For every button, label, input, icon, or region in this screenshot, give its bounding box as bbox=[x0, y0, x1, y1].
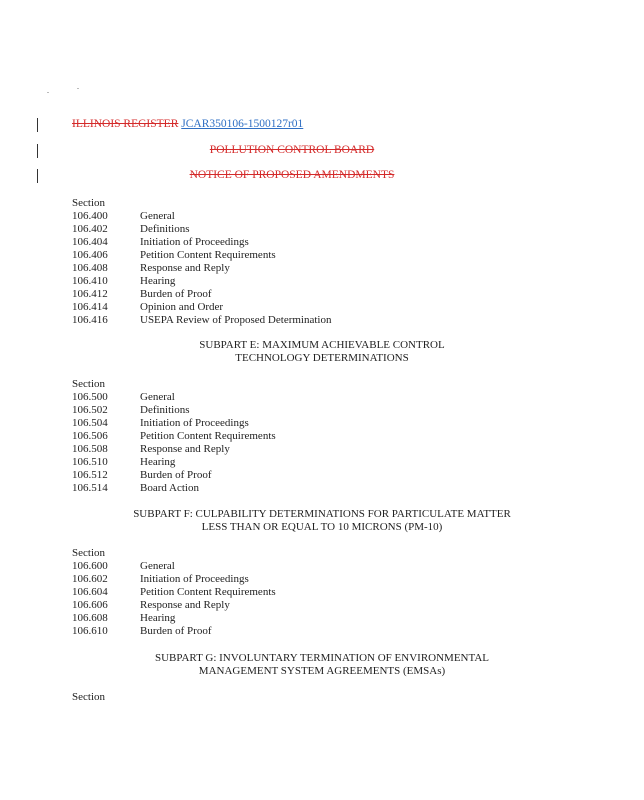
section-row bbox=[72, 236, 249, 249]
section-row bbox=[72, 249, 276, 262]
section-number: 106.506 bbox=[72, 430, 108, 442]
section-row bbox=[72, 599, 230, 612]
section-label: Section bbox=[72, 691, 105, 703]
register-header bbox=[72, 118, 303, 130]
section-number: 106.414 bbox=[72, 301, 108, 313]
section-title: Response and Reply bbox=[140, 599, 230, 611]
section-number: 106.406 bbox=[72, 249, 108, 261]
section-label: Section bbox=[72, 547, 105, 559]
board-header bbox=[0, 144, 584, 156]
section-row bbox=[72, 288, 212, 301]
section-row bbox=[72, 314, 331, 327]
section-row bbox=[72, 625, 212, 638]
subpart-heading: SUBPART E: MAXIMUM ACHIEVABLE CONTROL bbox=[199, 339, 445, 351]
section-title: Definitions bbox=[140, 404, 190, 416]
section-number: 106.404 bbox=[72, 236, 108, 248]
section-number: 106.400 bbox=[72, 210, 108, 222]
section-number: 106.604 bbox=[72, 586, 108, 598]
change-bar bbox=[37, 118, 38, 132]
section-number: 106.412 bbox=[72, 288, 108, 300]
section-title: Opinion and Order bbox=[140, 301, 224, 313]
section-number: 106.408 bbox=[72, 262, 108, 274]
section-row bbox=[72, 443, 230, 456]
section-row bbox=[72, 482, 199, 495]
section-number: 106.610 bbox=[72, 625, 108, 637]
section-number: 106.514 bbox=[72, 482, 108, 494]
section-row bbox=[72, 391, 175, 404]
section-label: Section bbox=[72, 378, 105, 390]
jcar-code: JCAR350106-1500127r01 bbox=[181, 118, 304, 130]
subpart-heading: SUBPART F: CULPABILITY DETERMINATIONS FOR PARTICULATE MATTER bbox=[133, 508, 511, 520]
section-number: 106.512 bbox=[72, 469, 108, 481]
section-title: Board Action bbox=[140, 482, 199, 494]
section-title: Burden of Proof bbox=[140, 469, 212, 481]
section-title: Initiation of Proceedings bbox=[140, 236, 249, 248]
section-title: Petition Content Requirements bbox=[140, 586, 276, 598]
section-number: 106.502 bbox=[72, 404, 108, 416]
section-title: Petition Content Requirements bbox=[140, 249, 276, 261]
section-title: Definitions bbox=[140, 223, 190, 235]
notice-header bbox=[0, 169, 584, 181]
section-number: 106.606 bbox=[72, 599, 108, 611]
section-row bbox=[72, 586, 276, 599]
section-number: 106.600 bbox=[72, 560, 108, 572]
section-number: 106.410 bbox=[72, 275, 108, 287]
section-title: Petition Content Requirements bbox=[140, 430, 276, 442]
section-title: Hearing bbox=[140, 456, 176, 468]
section-title: Burden of Proof bbox=[140, 625, 212, 637]
notice-title: NOTICE OF PROPOSED AMENDMENTS bbox=[189, 169, 395, 181]
section-row bbox=[72, 275, 175, 288]
section-row bbox=[72, 560, 175, 573]
board-title: POLLUTION CONTROL BOARD bbox=[209, 144, 375, 156]
section-number: 106.402 bbox=[72, 223, 108, 235]
section-row bbox=[72, 573, 249, 586]
section-title: USEPA Review of Proposed Determination bbox=[140, 314, 332, 326]
section-row bbox=[72, 210, 175, 223]
section-row bbox=[72, 612, 175, 625]
subpart-heading-continued: LESS THAN OR EQUAL TO 10 MICRONS (PM-10) bbox=[201, 521, 443, 533]
section-title: Response and Reply bbox=[140, 443, 230, 455]
section-number: 106.416 bbox=[72, 314, 108, 326]
section-row bbox=[72, 469, 212, 482]
subpart-heading-continued: MANAGEMENT SYSTEM AGREEMENTS (EMSAs) bbox=[198, 665, 446, 677]
section-title: Initiation of Proceedings bbox=[140, 417, 249, 429]
scan-speck bbox=[77, 88, 79, 89]
subpart-heading-continued: TECHNOLOGY DETERMINATIONS bbox=[235, 352, 409, 364]
section-number: 106.504 bbox=[72, 417, 108, 429]
section-title: General bbox=[140, 210, 175, 222]
section-number: 106.510 bbox=[72, 456, 108, 468]
section-row bbox=[72, 262, 230, 275]
section-title: Initiation of Proceedings bbox=[140, 573, 249, 585]
section-title: Hearing bbox=[140, 612, 176, 624]
section-title: General bbox=[140, 391, 175, 403]
section-row bbox=[72, 456, 175, 469]
section-row bbox=[72, 404, 190, 417]
section-title: General bbox=[140, 560, 175, 572]
section-number: 106.602 bbox=[72, 573, 108, 585]
section-number: 106.508 bbox=[72, 443, 108, 455]
section-row bbox=[72, 301, 223, 314]
section-row bbox=[72, 417, 249, 430]
section-label: Section bbox=[72, 197, 105, 209]
section-title: Hearing bbox=[140, 275, 176, 287]
section-row bbox=[72, 430, 276, 443]
section-title: Response and Reply bbox=[140, 262, 230, 274]
section-number: 106.500 bbox=[72, 391, 108, 403]
section-title: Burden of Proof bbox=[140, 288, 212, 300]
section-number: 106.608 bbox=[72, 612, 108, 624]
section-row bbox=[72, 223, 190, 236]
register-title: ILLINOIS REGISTER bbox=[72, 118, 179, 130]
scan-speck bbox=[47, 92, 49, 93]
subpart-heading: SUBPART G: INVOLUNTARY TERMINATION OF ENVIRONMENTAL bbox=[154, 652, 489, 664]
